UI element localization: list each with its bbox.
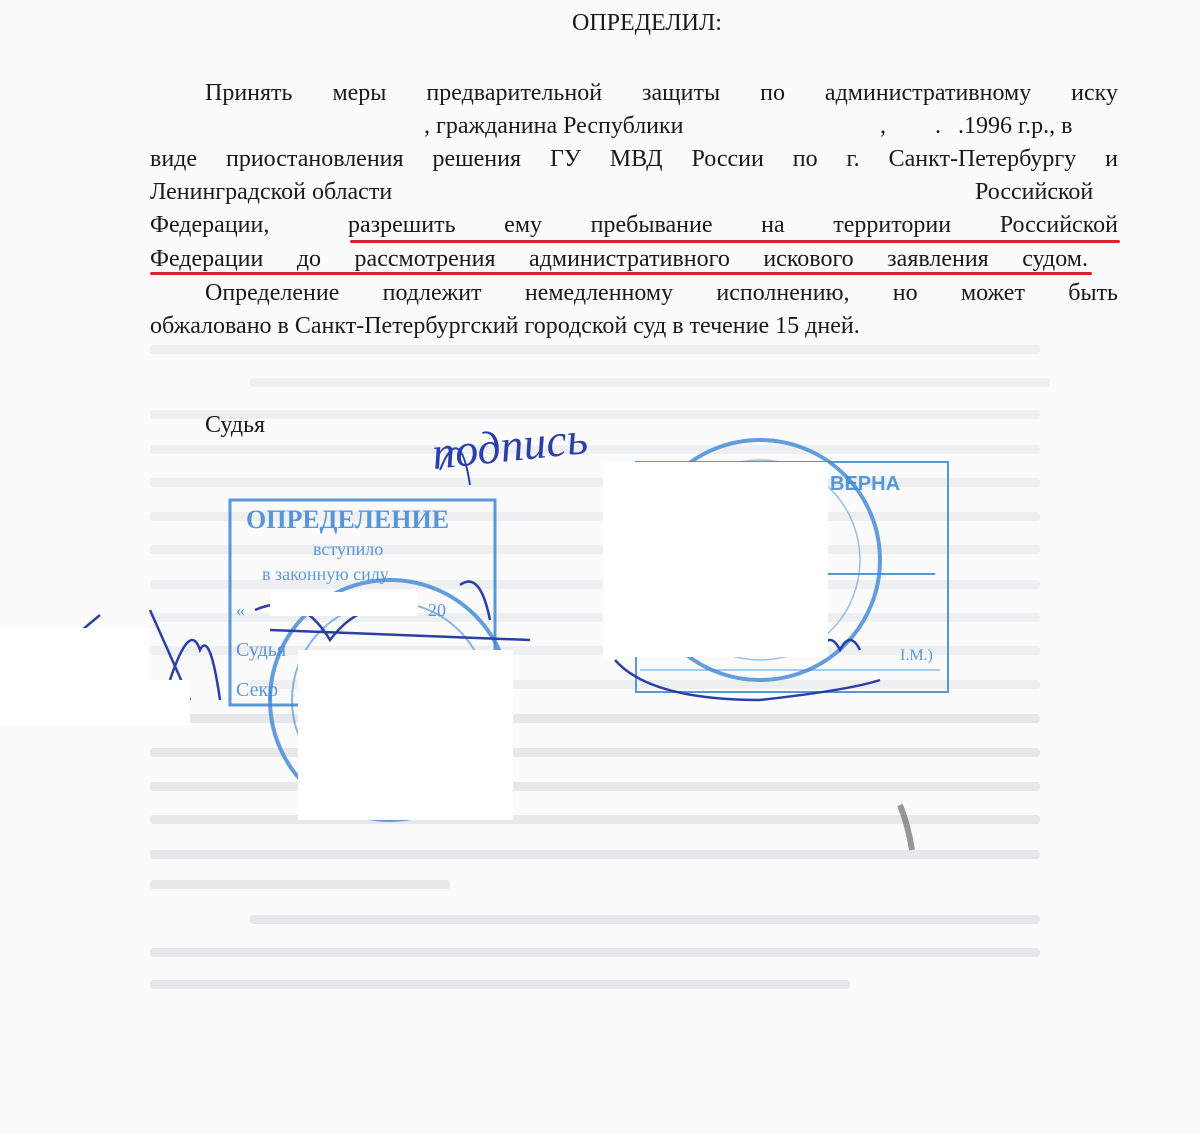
svg-text:ОПРЕДЕЛЕНИЕ: ОПРЕДЕЛЕНИЕ xyxy=(246,505,450,534)
heading: ОПРЕДЕЛИЛ: xyxy=(572,10,722,36)
body-line: Российской xyxy=(975,179,1094,205)
svg-text:Судья: Судья xyxy=(236,639,287,661)
body-line: Федерации, xyxy=(150,212,270,238)
body-line-highlighted: разрешить ему пребывание на территории Российской xyxy=(348,212,1118,238)
handwritten-signature: подпись xyxy=(429,411,590,479)
judge-label: Судья xyxy=(205,412,266,438)
redaction-box xyxy=(603,462,828,657)
body-line: . xyxy=(935,113,941,139)
body-line: Ленинградской области xyxy=(150,179,393,205)
body-line: , гражданина Республики xyxy=(424,113,684,139)
body-line: , xyxy=(880,113,886,139)
body-line: обжаловано в Санкт-Петербургский городской суд в течение 15 дней. xyxy=(150,313,860,339)
body-line: .1996 г.р., в xyxy=(958,113,1073,139)
svg-text:вступило: вступило xyxy=(313,539,384,559)
svg-text:Секр: Секр xyxy=(236,679,279,701)
redaction-box xyxy=(298,650,513,820)
body-line: виде приостановления решения ГУ МВД России по г. Санкт-Петербургу и xyxy=(150,146,1118,172)
body-line: Принять меры предварительной защиты по административному иску xyxy=(205,80,1118,106)
svg-text:20: 20 xyxy=(428,600,446,620)
svg-text:в законную силу: в законную силу xyxy=(262,564,389,584)
redaction-box xyxy=(0,628,148,680)
body-line-highlighted: Федерации до рассмотрения административного искового заявления судом. xyxy=(150,246,1088,272)
svg-text:I.M.): I.M.) xyxy=(900,647,933,664)
ink-smudge xyxy=(900,805,912,850)
svg-text:«: « xyxy=(236,600,245,620)
redaction-box xyxy=(270,592,418,616)
redaction-box xyxy=(0,680,190,725)
svg-text:ВЕРНА: ВЕРНА xyxy=(830,473,901,495)
body-line: Определение подлежит немедленному исполнению, но может быть xyxy=(205,280,1118,306)
